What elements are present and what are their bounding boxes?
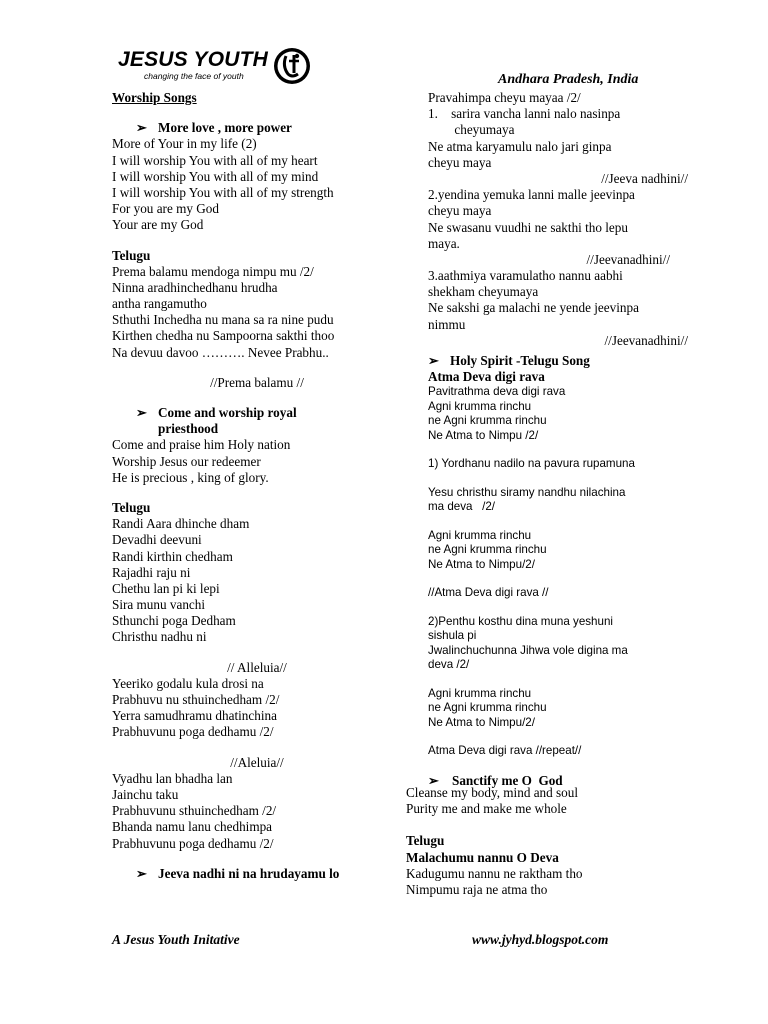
song-subtitle: Malachumu nannu O Deva <box>406 849 559 865</box>
song-lyrics <box>428 385 688 443</box>
lyric-line: ne Agni krumma rinchu <box>428 701 547 715</box>
logo-tagline: changing the face of youth <box>144 71 244 81</box>
lyric-line: Christhu nadhu ni <box>112 629 207 645</box>
lyric-line: Prabhuvunu poga dedhamu /2/ <box>112 724 274 740</box>
song-title-sanctify-me: ➢ Sanctify me O God <box>428 772 563 788</box>
lyric-line: Ne sakshi ga malachi ne yende jeevinpa <box>428 300 639 316</box>
song-lyrics <box>428 615 688 673</box>
arrow-bullet-icon: ➢ <box>136 865 148 881</box>
lyric-line: Agni krumma rinchu <box>428 686 532 700</box>
footer-website-link[interactable]: www.jyhyd.blogspot.com <box>472 932 609 947</box>
lyric-line: Devadhi deevuni <box>112 532 202 548</box>
lyric-line: Pravahimpa cheyu mayaa /2/ <box>428 90 581 105</box>
lyric-line: Yeeriko godalu kula drosi na <box>112 675 264 691</box>
lyric-line: Sira munu vanchi <box>112 597 206 613</box>
song-lyrics <box>112 264 402 361</box>
region-label: Andhara Pradesh, India <box>498 72 639 87</box>
lyric-line: I will worship You with all of my strength <box>112 184 334 200</box>
telugu-label: Telugu <box>112 499 151 515</box>
refrain: //Jeevanadhini// <box>604 332 688 348</box>
right-column-lower <box>406 785 686 898</box>
lyric-line: 2.yendina yemuka lanni malle jeevinpa <box>428 187 635 203</box>
lyric-line: Come and praise him Holy nation <box>112 437 291 453</box>
arrow-bullet-icon: ➢ <box>428 353 440 368</box>
refrain: //Aleluia// <box>230 754 284 770</box>
section-title: Worship Songs <box>112 90 197 105</box>
lyric-line: ne Agni krumma rinchu <box>428 543 547 557</box>
lyric-line: Randi Aara dhinche dham <box>112 516 250 532</box>
lyric-line: Prema balamu mendoga nimpu mu /2/ <box>112 263 314 279</box>
song-title-come-and-worship: ➢ Come and worship royal <box>136 405 297 420</box>
lyric-line: Agni krumma rinchu <box>428 528 532 542</box>
song-lyrics <box>112 516 402 646</box>
lyric-line: cheyumaya <box>428 122 515 138</box>
lyric-line: Agni krumma rinchu <box>428 399 532 413</box>
left-column <box>112 90 402 882</box>
song-lyrics <box>112 771 402 852</box>
lyric-line: Ne Atma to Nimpu/2/ <box>428 715 535 729</box>
song-lyrics <box>428 268 688 333</box>
lyric-line: maya. <box>428 235 460 251</box>
lyric-line: Ne Atma to Nimpu /2/ <box>428 428 539 442</box>
lyric-line: Randi kirthin chedham <box>112 548 233 564</box>
logo-text: JESUS YOUTH <box>118 48 269 71</box>
song-title-holy-spirit: ➢ Holy Spirit -Telugu Song <box>428 353 590 368</box>
lyric-line: For you are my God <box>112 201 219 217</box>
refrain: //Jeevanadhini// <box>586 251 670 267</box>
lyric-line: nimmu <box>428 316 466 332</box>
telugu-label: Telugu <box>406 833 445 849</box>
refrain: //Atma Deva digi rava // <box>428 586 549 600</box>
lyric-line: I will worship You with all of my mind <box>112 168 319 184</box>
refrain: // Alleluia// <box>227 659 287 675</box>
lyric-line: ne Agni krumma rinchu <box>428 414 547 428</box>
lyric-line: Rajadhi raju ni <box>112 564 191 580</box>
lyric-line: shekham cheyumaya <box>428 284 539 300</box>
right-column <box>428 90 688 789</box>
song-lyrics <box>112 136 402 233</box>
lyric-line: Kadugumu nannu ne raktham tho <box>406 865 583 881</box>
lyric-line: 1. sarira vancha lanni nalo nasinpa <box>428 106 621 122</box>
lyric-line: Ne Atma to Nimpu/2/ <box>428 557 535 571</box>
lyric-line: Prabhuvunu sthuinchedham /2/ <box>112 803 277 819</box>
lyric-line: Ne swasanu vuudhi ne sakthi tho lepu <box>428 219 628 235</box>
lyric-line: Na devuu davoo ………. Nevee Prabhu.. <box>112 344 329 360</box>
refrain: //Prema balamu // <box>210 374 304 390</box>
lyric-line: 3.aathmiya varamulatho nannu aabhi <box>428 268 623 284</box>
lyric-line: Prabhuvu nu sthuinchedham /2/ <box>112 692 280 707</box>
lyric-line: Sthuthi Inchedha nu mana sa ra nine pudu <box>112 312 334 328</box>
lyric-line: Cleanse my body, mind and soul <box>406 785 579 800</box>
lyric-line: More of Your in my life (2) <box>112 136 257 152</box>
song-title-continued: priesthood <box>158 421 219 437</box>
footer-initiative: A Jesus Youth Initative <box>112 932 240 947</box>
lyric-line: Nimpumu raja ne atma tho <box>406 881 548 897</box>
song-lyrics <box>428 529 688 573</box>
lyric-line: Ninna aradhinchedhanu hrudha <box>112 279 278 295</box>
song-lyrics <box>428 90 688 171</box>
song-lyrics <box>428 486 688 515</box>
song-lyrics <box>428 187 688 252</box>
arrow-bullet-icon: ➢ <box>428 772 440 788</box>
lyric-line: cheyu maya <box>428 203 492 219</box>
arrow-bullet-icon: ➢ <box>136 120 148 136</box>
lyric-line: antha rangamutho <box>112 296 207 312</box>
refrain: //Jeeva nadhini// <box>601 170 688 186</box>
lyric-line: ma deva /2/ <box>428 500 496 514</box>
lyric-line: Your are my God <box>112 217 204 233</box>
jesus-youth-logo <box>112 46 316 88</box>
lyric-line: Kirthen chedha nu Sampoorna sakthi thoo <box>112 328 335 344</box>
song-lyrics <box>112 437 402 486</box>
lyric-line: Sthunchi poga Dedham <box>112 613 236 629</box>
lyric-line: Purity me and make me whole <box>406 801 567 817</box>
lyric-line: He is precious , king of glory. <box>112 469 269 485</box>
lyric-line: deva /2/ <box>428 658 470 672</box>
lyric-line: Pavitrathma deva digi rava <box>428 385 566 399</box>
repeat-line: Atma Deva digi rava //repeat// <box>428 744 582 758</box>
lyric-line: sishula pi <box>428 629 477 643</box>
song-subtitle: Atma Deva digi rava <box>428 369 545 385</box>
lyric-line: 1) Yordhanu nadilo na pavura rupamuna <box>428 457 635 471</box>
arrow-bullet-icon: ➢ <box>136 405 148 420</box>
lyric-line: Chethu lan pi ki lepi <box>112 580 220 596</box>
lyric-line: Ne atma karyamulu nalo jari ginpa <box>428 138 612 154</box>
lyric-line: 2)Penthu kosthu dina muna yeshuni <box>428 614 613 628</box>
lyric-line: Jwalinchuchunna Jihwa vole digina ma <box>428 643 628 657</box>
lyric-line: Worship Jesus our redeemer <box>112 453 261 469</box>
lyric-line: I will worship You with all of my heart <box>112 152 318 168</box>
lyric-line: Vyadhu lan bhadha lan <box>112 770 233 786</box>
lyric-line: cheyu maya <box>428 154 492 170</box>
telugu-label: Telugu <box>112 247 151 263</box>
song-lyrics <box>428 687 688 731</box>
song-title-jeeva-nadhi: ➢ Jeeva nadhi ni na hrudayamu lo <box>136 865 340 881</box>
lyric-line: Bhanda namu lanu chedhimpa <box>112 819 273 835</box>
lyric-line: Prabhuvunu poga dedhamu /2/ <box>112 835 274 851</box>
lyric-line: Yesu christhu siramy nandhu nilachina <box>428 485 626 499</box>
lyric-line: Jainchu taku <box>112 786 179 802</box>
song-title-more-love: ➢ More love , more power <box>136 120 292 136</box>
song-lyrics <box>112 676 402 741</box>
lyric-line: Yerra samudhramu dhatinchina <box>112 708 277 724</box>
jesus-youth-emblem-icon <box>272 46 312 86</box>
